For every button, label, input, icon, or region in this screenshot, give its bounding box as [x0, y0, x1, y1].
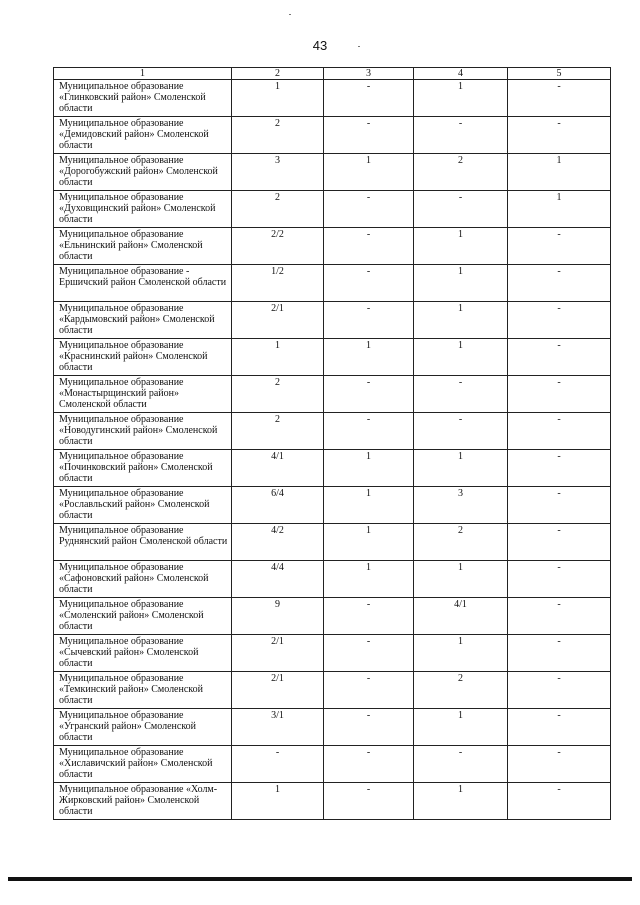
table-row: [54, 524, 611, 561]
table-row: [54, 191, 611, 228]
column-4-cell: 1: [414, 450, 508, 487]
column-5-cell: -: [508, 746, 611, 783]
page-number: 43: [312, 38, 328, 53]
municipality-name-cell: Муниципальное образование «Починковский район» Смоленской области: [54, 450, 232, 487]
column-header-3: 3: [324, 68, 414, 80]
column-3-cell: -: [324, 80, 414, 117]
column-3-cell: -: [324, 117, 414, 154]
municipality-name-cell: Муниципальное образование «Краснинский район» Смоленской области: [54, 339, 232, 376]
column-5-cell: -: [508, 672, 611, 709]
column-4-cell: -: [414, 413, 508, 450]
table-row: [54, 413, 611, 450]
column-4-cell: 3: [414, 487, 508, 524]
column-header-2: 2: [232, 68, 324, 80]
municipality-name-cell: Муниципальное образование «Смоленский район» Смоленской области: [54, 598, 232, 635]
column-5-cell: 1: [508, 154, 611, 191]
column-5-cell: -: [508, 635, 611, 672]
municipality-name-cell: Муниципальное образование «Дорогобужский район» Смоленской области: [54, 154, 232, 191]
municipality-name-cell: Муниципальное образование «Рославльский район» Смоленской области: [54, 487, 232, 524]
table-row: [54, 339, 611, 376]
column-5-cell: -: [508, 117, 611, 154]
column-3-cell: -: [324, 746, 414, 783]
column-2-cell: 4/4: [232, 561, 324, 598]
table-row: [54, 487, 611, 524]
column-3-cell: 1: [324, 154, 414, 191]
municipality-name-cell: Муниципальное образование «Сычевский район» Смоленской области: [54, 635, 232, 672]
column-3-cell: 1: [324, 561, 414, 598]
column-2-cell: 2/1: [232, 672, 324, 709]
column-4-cell: 2: [414, 524, 508, 561]
table-row: [54, 117, 611, 154]
column-5-cell: -: [508, 228, 611, 265]
column-4-cell: 1: [414, 709, 508, 746]
column-5-cell: -: [508, 450, 611, 487]
column-2-cell: 4/1: [232, 450, 324, 487]
column-3-cell: -: [324, 635, 414, 672]
column-3-cell: -: [324, 265, 414, 302]
column-4-cell: -: [414, 746, 508, 783]
column-3-cell: -: [324, 709, 414, 746]
column-2-cell: 2: [232, 117, 324, 154]
table-row: [54, 783, 611, 820]
column-2-cell: 1: [232, 783, 324, 820]
municipality-name-cell: Муниципальное образование «Новодугинский район» Смоленской области: [54, 413, 232, 450]
column-5-cell: -: [508, 302, 611, 339]
column-2-cell: 6/4: [232, 487, 324, 524]
column-2-cell: 9: [232, 598, 324, 635]
table-row: [54, 302, 611, 339]
column-4-cell: 1: [414, 339, 508, 376]
table-row: [54, 265, 611, 302]
column-3-cell: 1: [324, 450, 414, 487]
column-4-cell: 1: [414, 265, 508, 302]
table-row: [54, 561, 611, 598]
column-2-cell: 1: [232, 339, 324, 376]
table-row: [54, 598, 611, 635]
municipality-name-cell: Муниципальное образование «Угранский район» Смоленской области: [54, 709, 232, 746]
column-4-cell: 1: [414, 783, 508, 820]
column-4-cell: 2: [414, 672, 508, 709]
column-2-cell: 1/2: [232, 265, 324, 302]
column-header-4: 4: [414, 68, 508, 80]
municipality-name-cell: Муниципальное образование «Кардымовский район» Смоленской области: [54, 302, 232, 339]
column-5-cell: -: [508, 783, 611, 820]
municipality-name-cell: Муниципальное образование «Ельнинский район» Смоленской области: [54, 228, 232, 265]
column-2-cell: 1: [232, 80, 324, 117]
column-5-cell: -: [508, 561, 611, 598]
column-4-cell: 1: [414, 228, 508, 265]
municipality-name-cell: Муниципальное образование «Темкинский район» Смоленской области: [54, 672, 232, 709]
table-row: [54, 80, 611, 117]
column-2-cell: 2/1: [232, 635, 324, 672]
table-body: [54, 68, 611, 820]
column-3-cell: 1: [324, 339, 414, 376]
column-5-cell: -: [508, 487, 611, 524]
column-5-cell: -: [508, 413, 611, 450]
municipality-name-cell: Муниципальное образование «Духовщинский район» Смоленской области: [54, 191, 232, 228]
municipality-name-cell: Муниципальное образование «Демидовский район» Смоленской области: [54, 117, 232, 154]
column-3-cell: -: [324, 191, 414, 228]
column-5-cell: 1: [508, 191, 611, 228]
column-2-cell: 2/2: [232, 228, 324, 265]
column-4-cell: -: [414, 191, 508, 228]
column-3-cell: -: [324, 672, 414, 709]
column-5-cell: -: [508, 709, 611, 746]
table-row: [54, 154, 611, 191]
table-header-row: [54, 68, 611, 80]
table-row: [54, 672, 611, 709]
column-5-cell: -: [508, 376, 611, 413]
column-header-1: 1: [54, 68, 232, 80]
column-4-cell: -: [414, 117, 508, 154]
column-3-cell: -: [324, 783, 414, 820]
column-4-cell: 4/1: [414, 598, 508, 635]
column-4-cell: 2: [414, 154, 508, 191]
table-row: [54, 635, 611, 672]
municipality-name-cell: Муниципальное образование Руднянский район Смоленской области: [54, 524, 232, 561]
column-3-cell: -: [324, 413, 414, 450]
column-3-cell: 1: [324, 487, 414, 524]
table-row: [54, 746, 611, 783]
column-3-cell: -: [324, 376, 414, 413]
column-5-cell: -: [508, 265, 611, 302]
column-2-cell: 2: [232, 413, 324, 450]
municipality-name-cell: Муниципальное образование «Глинковский район» Смоленской области: [54, 80, 232, 117]
table-row: [54, 709, 611, 746]
municipality-name-cell: Муниципальное образование - Ершичский район Смоленской области: [54, 265, 232, 302]
column-2-cell: 2: [232, 376, 324, 413]
column-5-cell: -: [508, 524, 611, 561]
municipality-name-cell: Муниципальное образование «Холм-Жирковский район» Смоленской области: [54, 783, 232, 820]
column-5-cell: -: [508, 339, 611, 376]
column-3-cell: -: [324, 598, 414, 635]
column-4-cell: 1: [414, 80, 508, 117]
municipality-name-cell: Муниципальное образование «Монастырщинский район» Смоленской области: [54, 376, 232, 413]
column-4-cell: -: [414, 376, 508, 413]
column-2-cell: 2/1: [232, 302, 324, 339]
column-2-cell: -: [232, 746, 324, 783]
column-4-cell: 1: [414, 635, 508, 672]
bottom-rule: [8, 877, 632, 881]
column-4-cell: 1: [414, 302, 508, 339]
column-2-cell: 4/2: [232, 524, 324, 561]
column-2-cell: 3: [232, 154, 324, 191]
table-row: [54, 450, 611, 487]
scan-speck: [289, 14, 291, 15]
municipality-name-cell: Муниципальное образование «Сафоновский район» Смоленской области: [54, 561, 232, 598]
column-5-cell: -: [508, 598, 611, 635]
column-5-cell: -: [508, 80, 611, 117]
column-2-cell: 3/1: [232, 709, 324, 746]
allocation-table: [53, 67, 611, 820]
column-3-cell: 1: [324, 524, 414, 561]
column-3-cell: -: [324, 302, 414, 339]
column-2-cell: 2: [232, 191, 324, 228]
table-row: [54, 376, 611, 413]
column-4-cell: 1: [414, 561, 508, 598]
municipality-name-cell: Муниципальное образование «Хиславичский район» Смоленской области: [54, 746, 232, 783]
table-row: [54, 228, 611, 265]
column-header-5: 5: [508, 68, 611, 80]
column-3-cell: -: [324, 228, 414, 265]
